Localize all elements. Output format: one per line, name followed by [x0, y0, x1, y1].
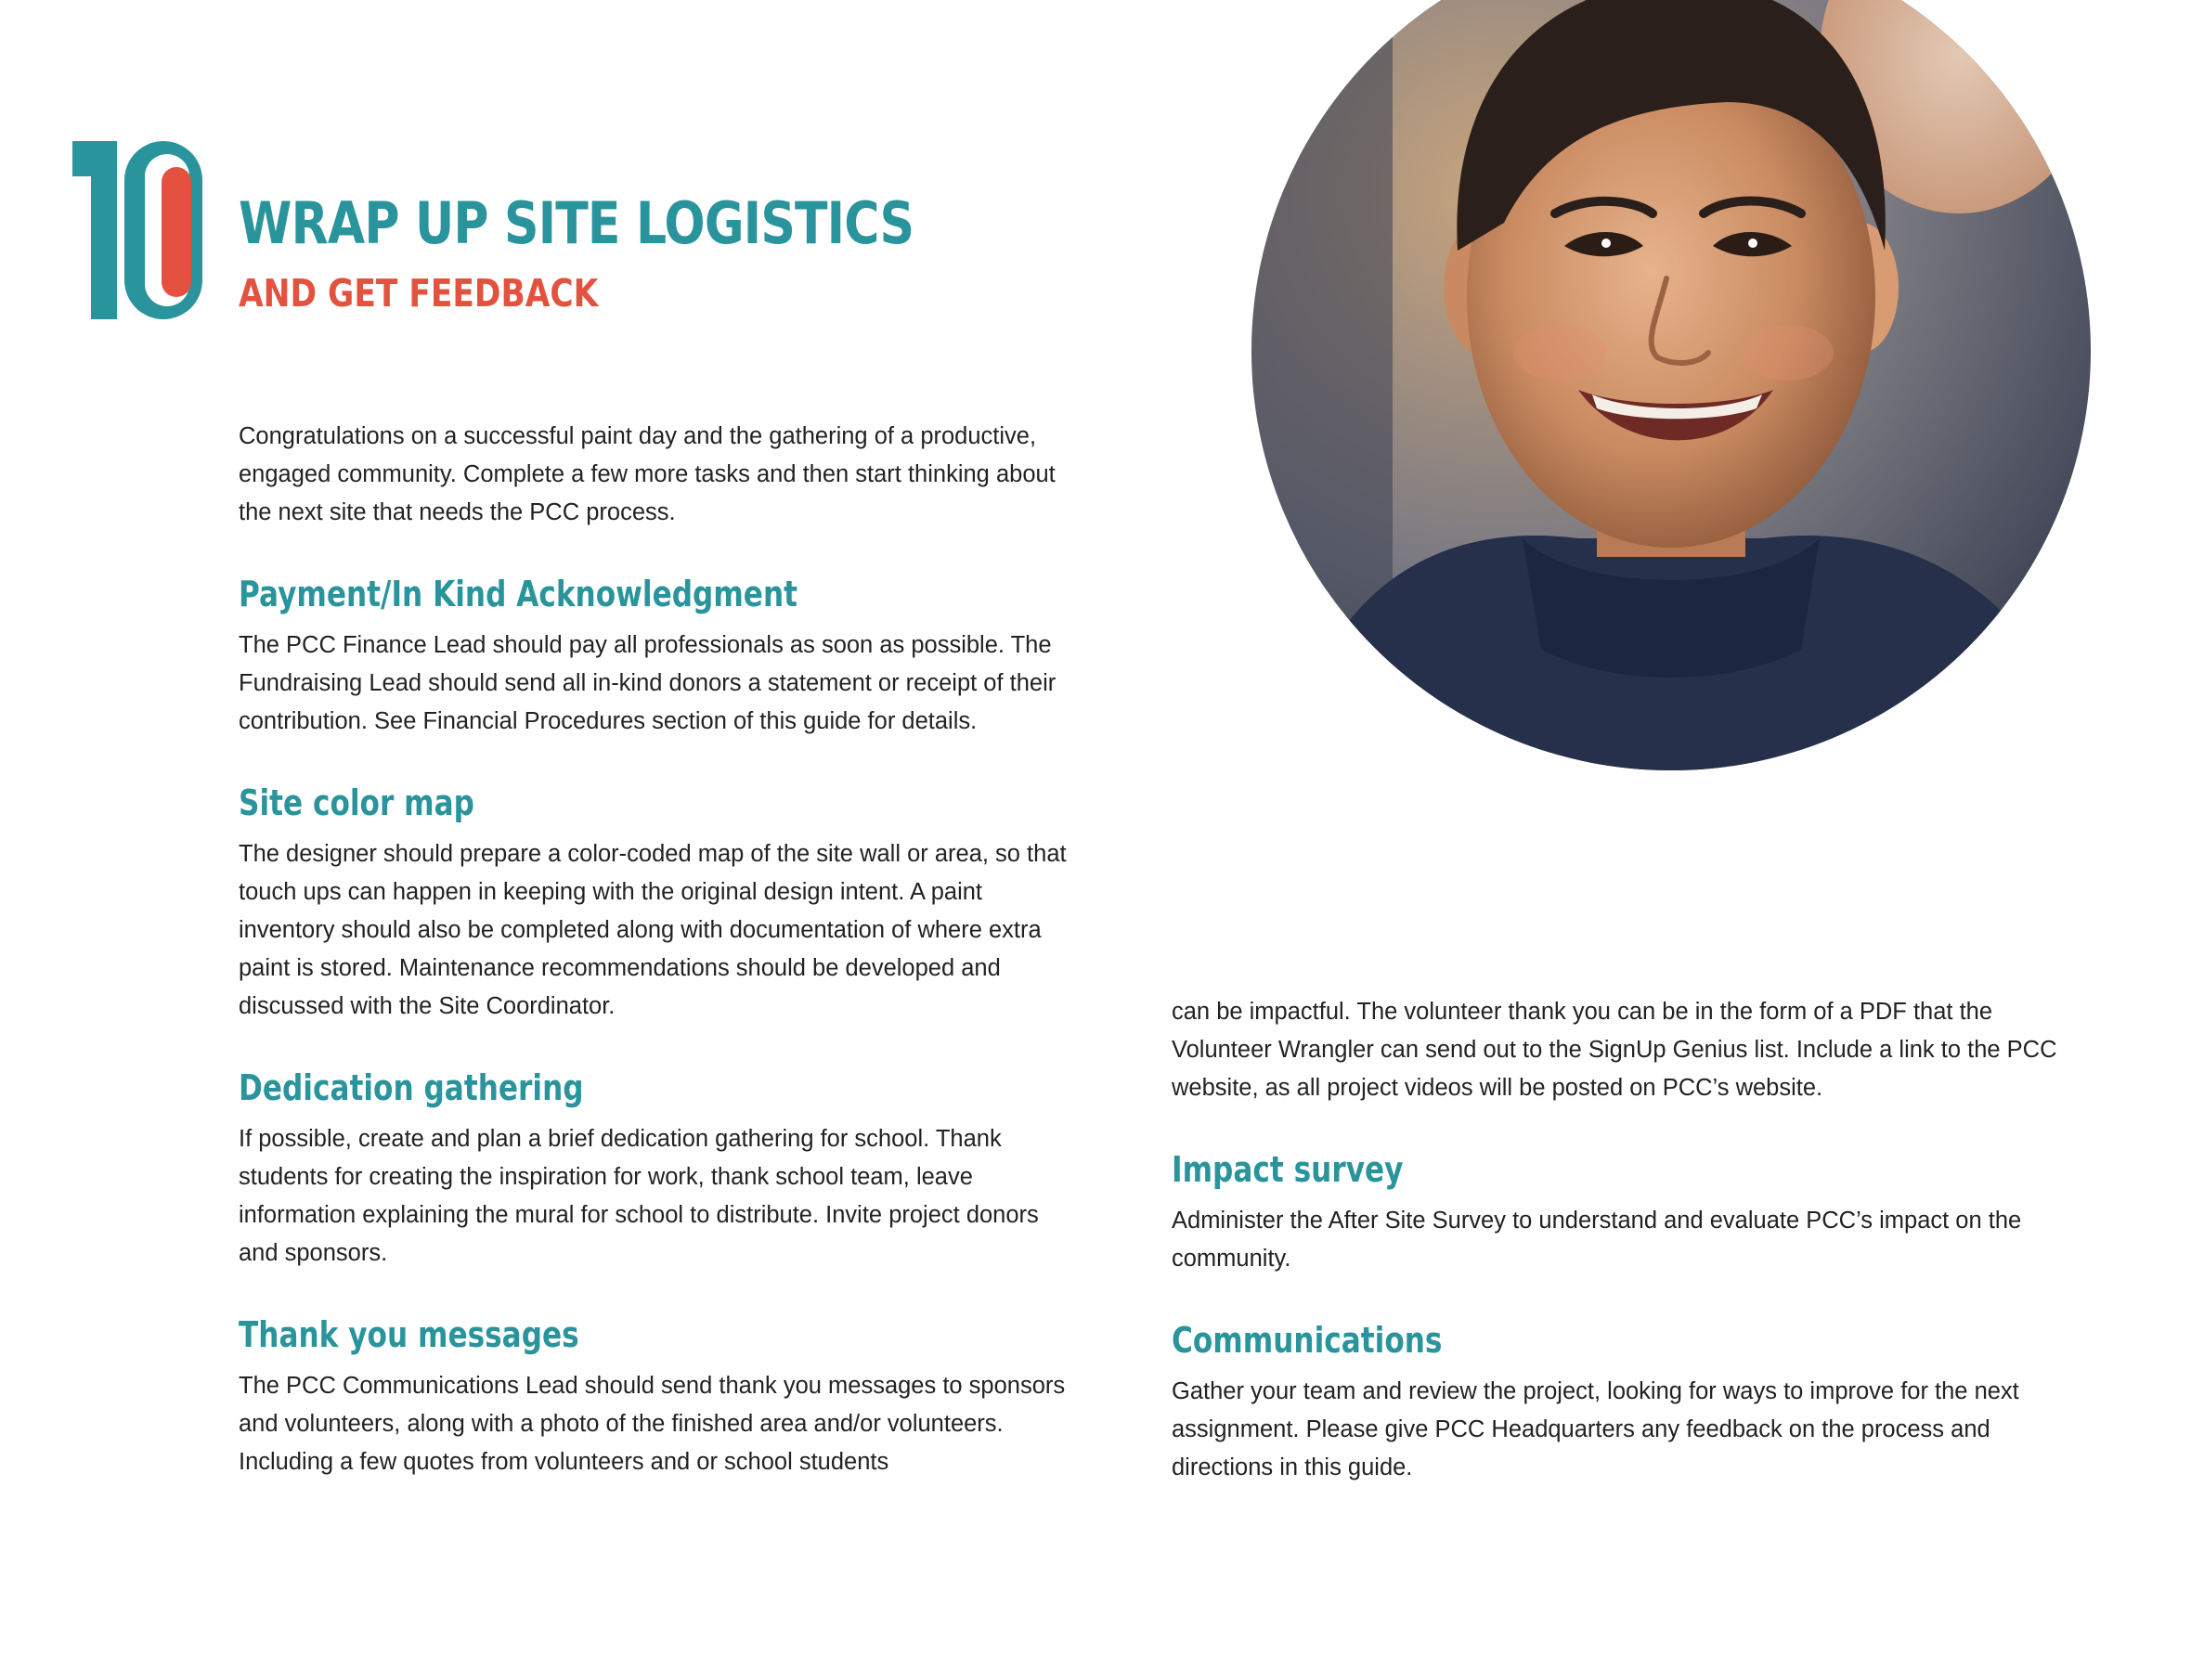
section-heading: Impact survey — [1172, 1149, 1404, 1190]
hero-photo — [1244, 0, 2098, 780]
section-heading: Payment/In Kind Acknowledgment — [239, 574, 798, 614]
section-heading: Site color map — [239, 782, 474, 823]
intro-paragraph: Congratulations on a successful paint day and the gathering of a productive, engaged community. Complete a few more tasks and then start thinking about the next site that needs the PCC process. — [239, 423, 1056, 525]
section-heading: Thank you messages — [239, 1314, 579, 1355]
section-heading: Dedication gathering — [239, 1067, 584, 1108]
step-number-10-icon — [72, 141, 214, 319]
title-block — [239, 189, 1074, 316]
section-heading: Communications — [1172, 1320, 1443, 1361]
step-number-graphic — [72, 141, 214, 319]
section-body: Administer the After Site Survey to understand and evaluate PCC’s impact on the community. — [1172, 1208, 2022, 1272]
right-column — [1172, 993, 2081, 1487]
page-title: WRAP UP SITE LOGISTICS — [239, 189, 914, 257]
section-body: Gather your team and review the project, looking for ways to improve for the next assignment. Please give PCC Headquarters any feedback on the process and directions in this guide. — [1172, 1378, 2019, 1480]
smiling-child-photo-icon — [1244, 0, 2098, 780]
section-thank-you — [239, 1314, 1074, 1481]
section-body: The PCC Communications Lead should send thank you messages to sponsors and volunteers, along with a photo of the finished area and/or volunteers. Including a few quotes from volunteers and or school students — [239, 1373, 1066, 1475]
section-dedication — [239, 1067, 1074, 1273]
section-payment — [239, 576, 1074, 741]
section-body: The PCC Finance Lead should pay all professionals as soon as possible. The Fundraising Lead should send all in-kind donors a statement or receipt of their contribution. See Financial Procedures section of this guide for details. — [239, 632, 1057, 734]
section-communications — [1172, 1320, 2081, 1487]
section-impact-survey — [1172, 1149, 2081, 1278]
page-subtitle: AND GET FEEDBACK — [239, 271, 599, 316]
left-column — [239, 418, 1074, 1481]
section-body: If possible, create and plan a brief dedication gathering for school. Thank students for creating the inspiration for work, thank school team, leave information explaining the mural for school to distribute. Invite project donors and sponsors. — [239, 1126, 1039, 1266]
section-body: The designer should prepare a color-coded map of the site wall or area, so that touch ups can happen in keeping with the original design intent. A paint inventory should also be completed along with documentation of where extra paint is stored. Maintenance recommendations should be developed and discussed with the Site Coordinator. — [239, 841, 1067, 1019]
continuation-paragraph: can be impactful. The volunteer thank you can be in the form of a PDF that the Volunteer Wrangler can send out to the SignUp Genius list. Include a link to the PCC website, as all project videos will be posted on PCC’s website. — [1172, 999, 2057, 1101]
section-site-color-map — [239, 782, 1074, 1026]
